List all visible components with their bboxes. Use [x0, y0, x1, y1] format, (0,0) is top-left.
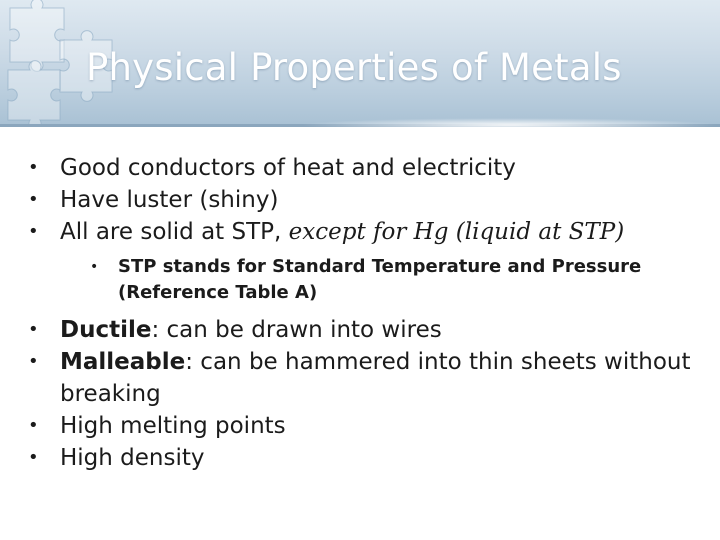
bullet-icon: • — [28, 157, 39, 178]
list-item — [28, 410, 708, 442]
bullet-icon: • — [28, 351, 39, 372]
list-item — [28, 152, 708, 184]
list-item — [28, 216, 708, 248]
divider-highlight — [300, 118, 720, 132]
bullet-list — [28, 152, 708, 474]
bullet-icon: • — [28, 221, 39, 242]
bullet-icon: • — [28, 415, 39, 436]
list-item — [28, 314, 708, 346]
list-item — [28, 184, 708, 216]
bullet-icon: • — [28, 319, 39, 340]
list-item-text: Good conductors of heat and electricity — [60, 155, 516, 181]
list-item-emphasis: except for Hg (liquid at STP) — [288, 219, 625, 245]
sub-list-item — [90, 254, 708, 306]
title-banner — [0, 0, 720, 126]
term-ductile: Ductile — [60, 317, 152, 343]
list-item-text: Have luster (shiny) — [60, 187, 279, 213]
sub-item-line-2: (Reference Table A) — [118, 282, 318, 303]
bullet-icon: • — [28, 189, 39, 210]
bullet-icon: • — [90, 259, 99, 275]
page-title: Physical Properties of Metals — [86, 46, 622, 89]
list-item — [28, 346, 708, 410]
list-item-text: High density — [60, 445, 205, 471]
list-item-text: High melting points — [60, 413, 286, 439]
sub-item-line-1: STP stands for Standard Temperature and Pressure — [118, 256, 642, 277]
term-definition: : can be hammered into thin sheets without breaking — [60, 349, 691, 407]
term-malleable: Malleable — [60, 349, 186, 375]
bullet-icon: • — [28, 447, 39, 468]
list-item-text: All are solid at STP, — [60, 219, 289, 245]
term-definition: : can be drawn into wires — [151, 317, 442, 343]
list-item — [28, 442, 708, 474]
